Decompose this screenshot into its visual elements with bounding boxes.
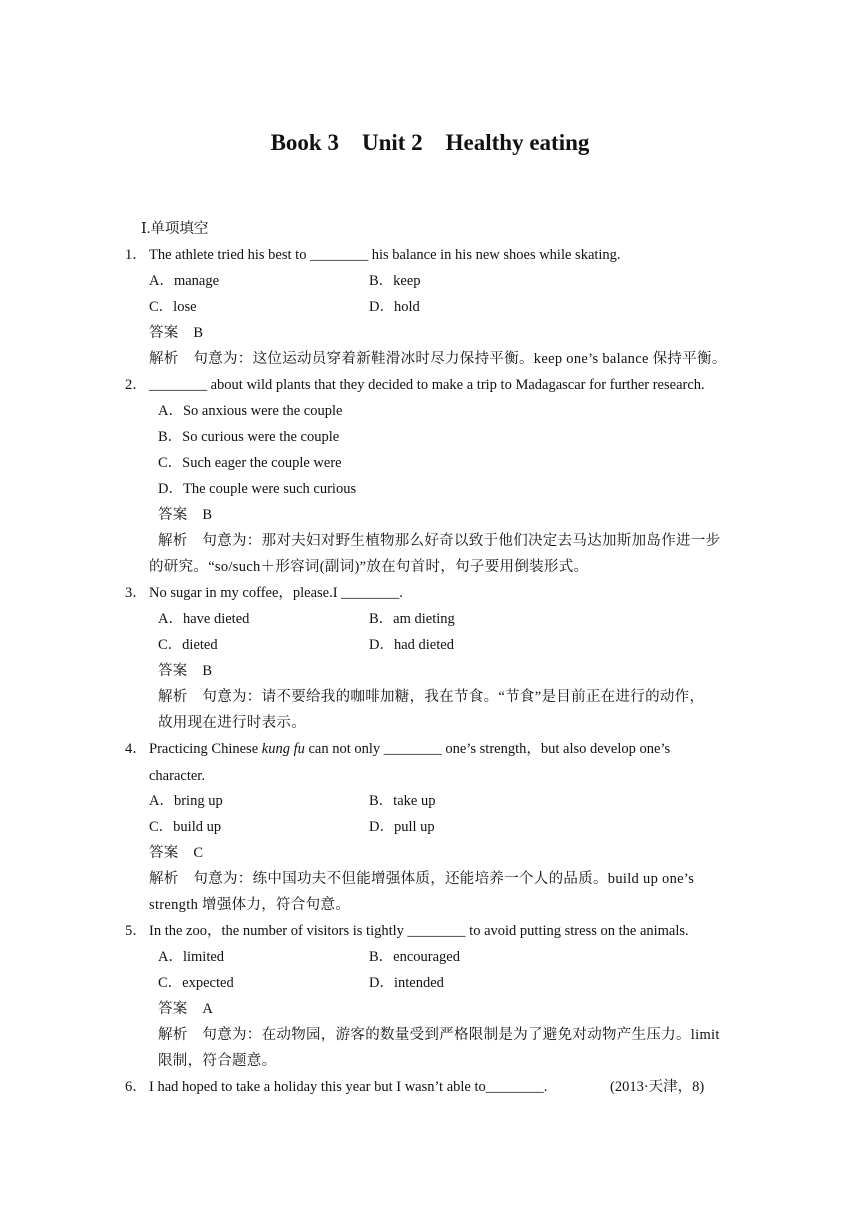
answer: 答案 C <box>149 845 204 861</box>
option-d: D．The couple were such curious <box>158 481 357 497</box>
page-title: Book 3 Unit 2 Healthy eating <box>270 130 590 155</box>
analysis-continued: 故用现在进行时表示。 <box>158 715 306 731</box>
question-number: 2． <box>125 377 147 393</box>
option-b: B．encouraged <box>369 949 460 965</box>
question-stem-continued: character. <box>149 768 205 784</box>
option-d: D．intended <box>369 975 444 991</box>
option-a: A．have dieted <box>158 611 250 627</box>
option-b: B．keep <box>369 273 421 289</box>
option-a: A．So anxious were the couple <box>158 403 343 419</box>
answer: 答案 B <box>158 663 213 679</box>
question-number: 4． <box>125 741 147 757</box>
option-d: D．had dieted <box>369 637 454 653</box>
option-c: C．build up <box>149 819 222 835</box>
question-stem: In the zoo，the number of visitors is tightly ________ to avoid putting stress on the animals. <box>149 923 689 939</box>
option-c: C．lose <box>149 299 197 315</box>
option-d: D．pull up <box>369 819 435 835</box>
stem-text: can not only ________ one’s strength，but also develop one’s <box>304 741 671 757</box>
analysis-continued: 的研究。“so/such＋形容词(副词)”放在句首时，句子要用倒装形式。 <box>149 559 589 575</box>
question-stem: The athlete tried his best to ________ his balance in his new shoes while skating. <box>149 247 621 263</box>
option-b: B．am dieting <box>369 611 455 627</box>
analysis: 解析 句意为：那对夫妇对野生植物那么好奇以致于他们决定去马达加斯加岛作进一步 <box>158 533 721 549</box>
question-number: 6． <box>125 1079 147 1095</box>
analysis: 解析 句意为：这位运动员穿着新鞋滑冰时尽力保持平衡。keep one’s balance 保持平衡。 <box>149 351 727 367</box>
question-stem <box>149 739 670 759</box>
question-source: (2013·天津，8) <box>610 1079 705 1095</box>
question-number: 5． <box>125 923 147 939</box>
option-a: A．manage <box>149 273 220 289</box>
option-b: B．So curious were the couple <box>158 429 340 445</box>
question-stem: ________ about wild plants that they decided to make a trip to Madagascar for further research. <box>149 377 705 393</box>
analysis-continued: strength 增强体力，符合句意。 <box>149 897 351 913</box>
section-heading: Ⅰ.单项填空 <box>141 221 209 237</box>
answer: 答案 B <box>158 507 213 523</box>
option-b: B．take up <box>369 793 436 809</box>
stem-italic-term: kung fu <box>261 741 305 757</box>
option-c: C．dieted <box>158 637 218 653</box>
question-stem: No sugar in my coffee，please.I ________. <box>149 585 403 601</box>
question-stem: I had hoped to take a holiday this year but I wasn’t able to________. <box>149 1079 548 1095</box>
analysis: 解析 句意为：练中国功夫不但能增强体质，还能培养一个人的品质。build up one’s <box>149 871 695 887</box>
option-a: A．limited <box>158 949 225 965</box>
option-c: C．expected <box>158 975 234 991</box>
question-number: 1． <box>125 247 147 263</box>
answer: 答案 B <box>149 325 204 341</box>
question-number: 3． <box>125 585 147 601</box>
option-c: C．Such eager the couple were <box>158 455 342 471</box>
analysis: 解析 句意为：请不要给我的咖啡加糖，我在节食。“节食”是目前正在进行的动作， <box>158 689 705 705</box>
answer: 答案 A <box>158 1001 214 1017</box>
option-a: A．bring up <box>149 793 223 809</box>
option-d: D．hold <box>369 299 420 315</box>
analysis: 解析 句意为：在动物园，游客的数量受到严格限制是为了避免对动物产生压力。limit <box>158 1027 720 1043</box>
analysis-continued: 限制，符合题意。 <box>158 1053 277 1069</box>
stem-text: Practicing Chinese <box>149 741 262 757</box>
